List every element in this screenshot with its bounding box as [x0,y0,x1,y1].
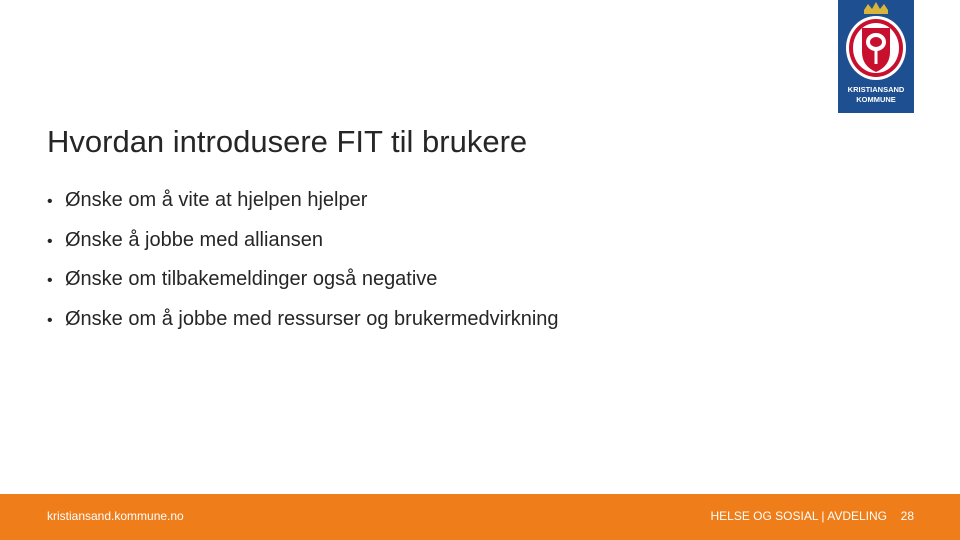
slide-title: Hvordan introdusere FIT til brukere [47,124,528,159]
kristiansand-kommune-logo [838,0,914,113]
bullet-list [47,181,559,339]
bullet-marker: • [47,272,53,289]
bullet-item [47,221,559,261]
footer-department: HELSE OG SOSIAL | AVDELING [710,509,887,523]
kristiansand-kommune-crest-icon [838,0,914,113]
footer-url: kristiansand.kommune.no [47,509,184,523]
bullet-text: Ønske om å jobbe med ressurser og brukermedvirkning [65,307,559,330]
bullet-text: Ønske om tilbakemeldinger også negative [65,268,438,290]
bullet-marker: • [47,311,53,329]
svg-text:KOMMUNE: KOMMUNE [856,95,896,104]
bullet-item [47,260,559,300]
footer-bar [0,494,960,540]
page-number: 28 [900,509,914,523]
bullet-text: Ønske om å vite at hjelpen hjelper [65,189,368,211]
bullet-marker: • [47,193,53,210]
bullet-item [47,300,559,340]
svg-text:KRISTIANSAND: KRISTIANSAND [847,85,905,94]
bullet-text: Ønske å jobbe med alliansen [65,228,323,251]
bullet-marker: • [47,232,53,250]
bullet-item [47,181,559,221]
